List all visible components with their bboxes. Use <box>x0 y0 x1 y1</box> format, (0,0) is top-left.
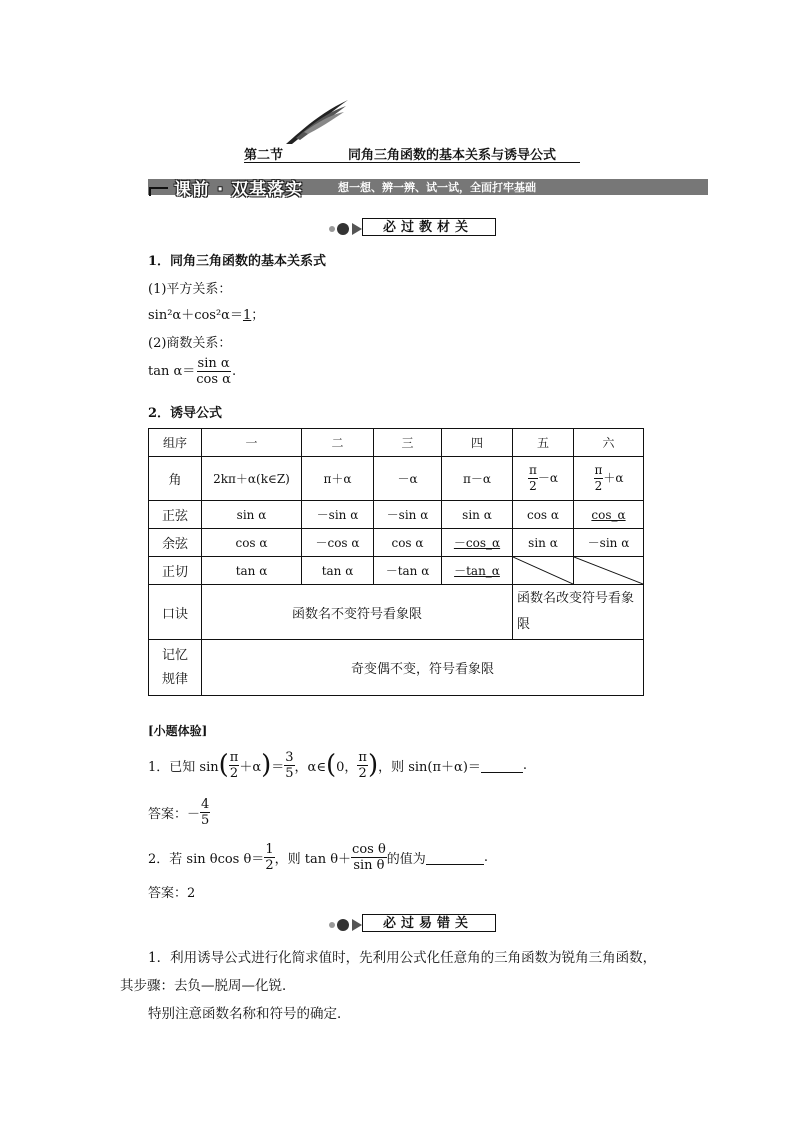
a1-num: 4 <box>201 796 210 812</box>
table-cell: －cos α <box>302 529 374 557</box>
diagonal-cell <box>574 557 644 585</box>
section-heading-textbook <box>328 218 498 238</box>
q1-value-fraction <box>284 750 294 781</box>
section-heading-label: 必过教材关 <box>362 218 496 236</box>
q1-fraction <box>229 750 240 781</box>
item2-title: 2．诱导公式 <box>148 406 223 421</box>
header-cell: 五 <box>513 429 574 457</box>
q1-interval-fraction <box>357 750 368 781</box>
paren-right-icon: ) <box>261 750 272 780</box>
induction-formula-table <box>148 428 644 696</box>
angle5-den: 2 <box>529 479 537 493</box>
q1-den: 2 <box>229 765 239 781</box>
table-cell: sin α <box>202 501 302 529</box>
quotient-formula <box>148 356 236 387</box>
paren-left-icon: ( <box>218 750 229 780</box>
answer-1 <box>148 794 210 830</box>
table-cell: cos α <box>202 529 302 557</box>
table-cell: －sin α <box>302 501 374 529</box>
page-header <box>244 144 580 163</box>
a1-den: 5 <box>201 812 210 828</box>
paren-left-icon: ( <box>325 750 337 780</box>
row-label: 正弦 <box>149 501 202 529</box>
table-cell: －sin α <box>374 501 442 529</box>
square-formula-answer: 1 <box>242 308 252 323</box>
table-cell: tan α <box>302 557 374 585</box>
question-2 <box>148 838 488 876</box>
q2-frac-num: cos θ <box>352 841 386 857</box>
diagonal-line-icon <box>574 557 643 584</box>
q2-suffix: 的值为 <box>386 851 426 867</box>
memory-label-2: 规律 <box>161 671 188 687</box>
angle6-fraction <box>594 463 604 494</box>
square-formula-left: sin²α＋cos²α＝ <box>148 308 243 323</box>
quotient-lhs: tan α＝ <box>148 364 196 379</box>
table-cell: π－α <box>442 457 513 501</box>
paragraph-line: 其步骤：去负—脱周—化锐． <box>120 978 296 994</box>
mnemonic-unchanged: 函数名不变符号看象限 <box>202 585 513 640</box>
header-cell: 组序 <box>149 429 202 457</box>
answer-blank[interactable] <box>481 758 523 773</box>
square-formula <box>148 304 264 323</box>
q1-eq: ＝ <box>271 759 285 775</box>
table-row <box>149 557 644 585</box>
table-cell: tan α <box>202 557 302 585</box>
row-label: 余弦 <box>149 529 202 557</box>
table-cell: cos_α <box>574 501 644 529</box>
q2-cot-fraction <box>351 842 387 873</box>
answer-blank[interactable] <box>426 850 484 865</box>
table-cell: sin α <box>513 529 574 557</box>
row-label: 角 <box>149 457 202 501</box>
q2-mid: ，则 tan θ＋ <box>274 851 352 867</box>
answer-2: 答案：2 <box>148 886 196 901</box>
q1-mid: ，α∈ <box>294 759 326 775</box>
q2-fraction <box>264 842 274 873</box>
item1-title: 1．同角三角函数的基本关系式 <box>148 254 327 269</box>
header-cell: 二 <box>302 429 374 457</box>
banner-title: 课前 · 双基落实 <box>174 180 304 200</box>
q1-int-den: 2 <box>358 765 367 781</box>
header-cell: 一 <box>202 429 302 457</box>
paragraph-line: 1．利用诱导公式进行化简求值时，先利用公式化任意角的三角函数为锐角三角函数， <box>148 950 657 966</box>
banner-subtitle: 想一想、辨一辨、试一试，全面打牢基础 <box>338 181 536 194</box>
row-label <box>149 640 202 696</box>
memory-rule: 奇变偶不变，符号看象限 <box>202 640 644 696</box>
table-cell <box>574 457 644 501</box>
header-cell: 三 <box>374 429 442 457</box>
angle5-fraction <box>528 463 538 494</box>
table-cell: 2kπ＋α(k∈Z) <box>202 457 302 501</box>
table-cell: －tan α <box>374 557 442 585</box>
q1-int-num: π <box>358 749 367 765</box>
q1-prefix: 1．已知 sin <box>148 759 219 775</box>
section-label: 第二节 <box>244 148 284 163</box>
section-heading-errors <box>328 914 498 934</box>
square-label: (1)平方关系： <box>148 282 232 297</box>
banner-bracket-icon <box>148 176 170 198</box>
q1-interval-start: 0， <box>336 759 358 775</box>
q1-suffix: ，则 sin(π＋α)＝ <box>378 759 481 775</box>
angle6-den: 2 <box>594 479 603 493</box>
memory-label-1: 记忆 <box>161 647 188 663</box>
table-cell: cos α <box>513 501 574 529</box>
table-cell: －sin α <box>574 529 644 557</box>
paragraph-line: 特别注意函数名称和符号的确定． <box>148 1006 351 1022</box>
angle6-tail: ＋α <box>603 471 624 485</box>
table-row <box>149 501 644 529</box>
table-cell: sin α <box>442 501 513 529</box>
q2-end: . <box>483 849 488 865</box>
table-cell: －tan_α <box>442 557 513 585</box>
angle5-tail: －α <box>537 471 558 485</box>
quotient-label: (2)商数关系： <box>148 336 232 351</box>
table-cell: －α <box>374 457 442 501</box>
quotient-num: sin α <box>197 356 230 371</box>
quotient-fraction <box>195 356 232 387</box>
practice-label: [小题体验] <box>148 724 208 738</box>
table-cell <box>513 457 574 501</box>
square-formula-end: ； <box>251 308 265 323</box>
table-cell: －cos_α <box>442 529 513 557</box>
quotient-den: cos α <box>196 372 231 387</box>
q1-val-den: 5 <box>285 765 294 781</box>
q1-val-num: 3 <box>285 749 294 765</box>
q2-den: 2 <box>265 857 274 873</box>
header-cell: 六 <box>574 429 644 457</box>
a1-fraction <box>200 797 210 828</box>
paren-right-icon: ) <box>367 750 379 780</box>
q2-num: 1 <box>265 841 274 857</box>
angle5-num: π <box>529 463 537 477</box>
swoosh-logo-icon <box>282 98 352 146</box>
q2-frac-den: sin θ <box>353 857 385 873</box>
table-row <box>149 529 644 557</box>
table-row <box>149 429 644 457</box>
q1-end: . <box>522 757 528 773</box>
table-cell: π＋α <box>302 457 374 501</box>
mnemonic-changed: 函数名改变符号看象限 <box>513 585 644 640</box>
diagonal-cell <box>513 557 574 585</box>
table-row <box>149 585 644 640</box>
section-heading-label: 必过易错关 <box>362 914 496 932</box>
row-label: 口诀 <box>149 585 202 640</box>
question-1 <box>148 746 527 784</box>
q1-num: π <box>229 749 239 765</box>
q2-prefix: 2．若 sin θcos θ＝ <box>148 851 265 867</box>
section-title: 同角三角函数的基本关系与诱导公式 <box>348 148 557 163</box>
angle6-num: π <box>594 463 603 477</box>
table-row <box>149 640 644 696</box>
diagonal-line-icon <box>513 557 573 584</box>
a1-label: 答案：－ <box>148 806 201 822</box>
header-cell: 四 <box>442 429 513 457</box>
table-row <box>149 457 644 501</box>
row-label: 正切 <box>149 557 202 585</box>
table-cell: cos α <box>374 529 442 557</box>
q1-plus: ＋α <box>239 759 262 775</box>
chapter-banner <box>148 176 708 198</box>
quotient-end: . <box>231 364 237 379</box>
